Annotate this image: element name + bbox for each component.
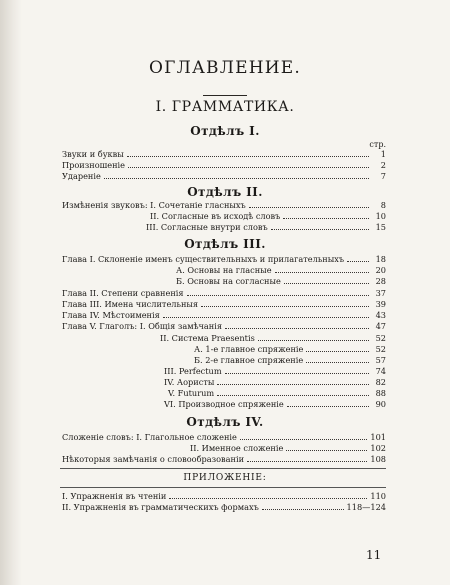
toc-entry-page: 110 (370, 491, 386, 501)
toc-entry-text: Глава V. Глаголъ: I. Общія замѣчанія (62, 321, 223, 331)
toc-entry (62, 160, 386, 171)
toc-entry-text: II. Упражненія въ грамматическихъ формахъ (62, 502, 259, 512)
leader-dots (247, 454, 367, 462)
toc-entry-page: 43 (375, 310, 386, 320)
toc-entry-page: 82 (375, 377, 386, 387)
title-divider (203, 95, 247, 96)
toc-entry (176, 265, 386, 276)
toc-entry (62, 491, 386, 502)
section-heading: Отдѣлъ IV. (186, 415, 264, 429)
leader-dots (275, 265, 369, 273)
toc-entry (62, 299, 386, 310)
toc-entry-page: 57 (375, 355, 386, 365)
leader-dots (306, 344, 369, 352)
toc-entry-text: I. Упражненія въ чтеніи (62, 491, 167, 501)
toc-entry-page: 74 (375, 366, 386, 376)
leader-dots (286, 443, 367, 451)
appendix-rule-top (60, 468, 386, 469)
toc-entry (168, 388, 386, 399)
leader-dots (128, 160, 369, 168)
leader-dots (217, 377, 369, 385)
toc-entry-text: III. Perfectum (164, 366, 222, 376)
toc-entry-text: Измѣненія звуковъ: I. Сочетаніе гласныхъ (62, 200, 246, 210)
toc-entry (62, 254, 386, 265)
page-title: ОГЛАВЛЕНИЕ. (148, 58, 301, 78)
toc-entry-text: А. Основы на гласные (176, 265, 272, 275)
toc-entry-text: Сложеніе словъ: I. Глагольное сложеніе (62, 432, 237, 442)
toc-entry-text: VI. Производное спряженіе (164, 399, 284, 409)
toc-entry-page: 108 (370, 454, 386, 464)
toc-entry-page: 2 (380, 160, 386, 170)
toc-entry (160, 333, 386, 344)
leader-dots (287, 399, 369, 407)
toc-entry-page: 102 (370, 443, 386, 453)
toc-entry (194, 344, 386, 355)
part-title: I. ГРАММАТИКА. (155, 99, 295, 115)
toc-entry-page: 47 (375, 321, 386, 331)
toc-entry (164, 366, 386, 377)
leader-dots (284, 276, 369, 284)
page-column-label: стр. (369, 140, 386, 149)
toc-entry-page: 15 (375, 222, 386, 232)
leader-dots (187, 288, 369, 296)
section-heading: Отдѣлъ II. (187, 185, 263, 199)
toc-entry-text: Звуки и буквы (62, 149, 124, 159)
toc-entry-text: Б. Основы на согласные (176, 276, 281, 286)
toc-entry-text: Глава IV. Мѣстоименія (62, 310, 160, 320)
toc-entry (62, 321, 386, 332)
toc-entry (164, 399, 386, 410)
toc-entry (62, 200, 386, 211)
leader-dots (240, 432, 367, 440)
toc-entry-text: III. Согласные внутри словъ (146, 222, 268, 232)
toc-entry-text: Произношеніе (62, 160, 125, 170)
leader-dots (347, 254, 369, 262)
toc-entry (62, 288, 386, 299)
toc-entry (62, 432, 386, 443)
page-number: 11 (366, 548, 382, 562)
toc-entry-page: 37 (375, 288, 386, 298)
toc-entry (150, 211, 386, 222)
toc-entry (62, 454, 386, 465)
leader-dots (163, 310, 369, 318)
toc-entry (62, 502, 386, 513)
leader-dots (306, 355, 369, 363)
appendix-rule-bottom (60, 487, 386, 488)
toc-entry-page: 1 (380, 149, 386, 159)
toc-entry-page: 39 (375, 299, 386, 309)
toc-entry-text: Глава III. Имена числительныя (62, 299, 199, 309)
toc-entry-text: Нѣкоторыя замѣчанія о словообразованіи (62, 454, 245, 464)
leader-dots (249, 200, 369, 208)
leader-dots (201, 299, 369, 307)
toc-entry (62, 310, 386, 321)
leader-dots (262, 502, 344, 510)
toc-entry (164, 377, 386, 388)
toc-entry-text: А. 1-е главное спряженіе (194, 344, 304, 354)
toc-entry-page: 52 (375, 333, 386, 343)
toc-entry (190, 443, 386, 454)
toc-entry-page: 88 (375, 388, 386, 398)
toc-entry-text: II. Система Praesentis (160, 333, 255, 343)
toc-entry-text: II. Именное сложеніе (190, 443, 284, 453)
leader-dots (225, 366, 369, 374)
toc-entry-page: 10 (375, 211, 386, 221)
page-gutter-shadow (0, 0, 22, 585)
toc-entry-page: 18 (375, 254, 386, 264)
toc-entry-page: 101 (370, 432, 386, 442)
toc-entry-page: 28 (375, 276, 386, 286)
leader-dots (104, 171, 369, 179)
toc-entry (62, 149, 386, 160)
toc-entry-text: Глава II. Степени сравненія (62, 288, 184, 298)
leader-dots (271, 222, 369, 230)
toc-entry-text: II. Согласные въ исходѣ словъ (150, 211, 281, 221)
leader-dots (217, 388, 369, 396)
section-heading: Отдѣлъ III. (184, 237, 266, 251)
section-heading: Отдѣлъ I. (190, 124, 260, 138)
toc-entry-page: 52 (375, 344, 386, 354)
appendix-heading: ПРИЛОЖЕНІЕ: (183, 473, 267, 483)
leader-dots (283, 211, 369, 219)
toc-entry-text: Удареніе (62, 171, 101, 181)
toc-entry-text: Б. 2-е главное спряженіе (194, 355, 304, 365)
toc-entry-page: 118—124 (346, 502, 386, 512)
toc-entry-page: 8 (380, 200, 386, 210)
toc-entry (176, 276, 386, 287)
leader-dots (225, 321, 369, 329)
toc-entry-page: 20 (375, 265, 386, 275)
toc-entry-text: Глава I. Склоненіе именъ существительныхъ и прилагательныхъ (62, 254, 345, 264)
toc-entry-page: 90 (375, 399, 386, 409)
leader-dots (127, 149, 369, 157)
toc-entry-page: 7 (380, 171, 386, 181)
toc-entry (146, 222, 386, 233)
toc-entry (194, 355, 386, 366)
leader-dots (258, 333, 369, 341)
toc-entry-text: IV. Аористы (164, 377, 215, 387)
leader-dots (169, 491, 367, 499)
toc-entry-text: V. Futurum (168, 388, 215, 398)
toc-entry (62, 171, 386, 182)
